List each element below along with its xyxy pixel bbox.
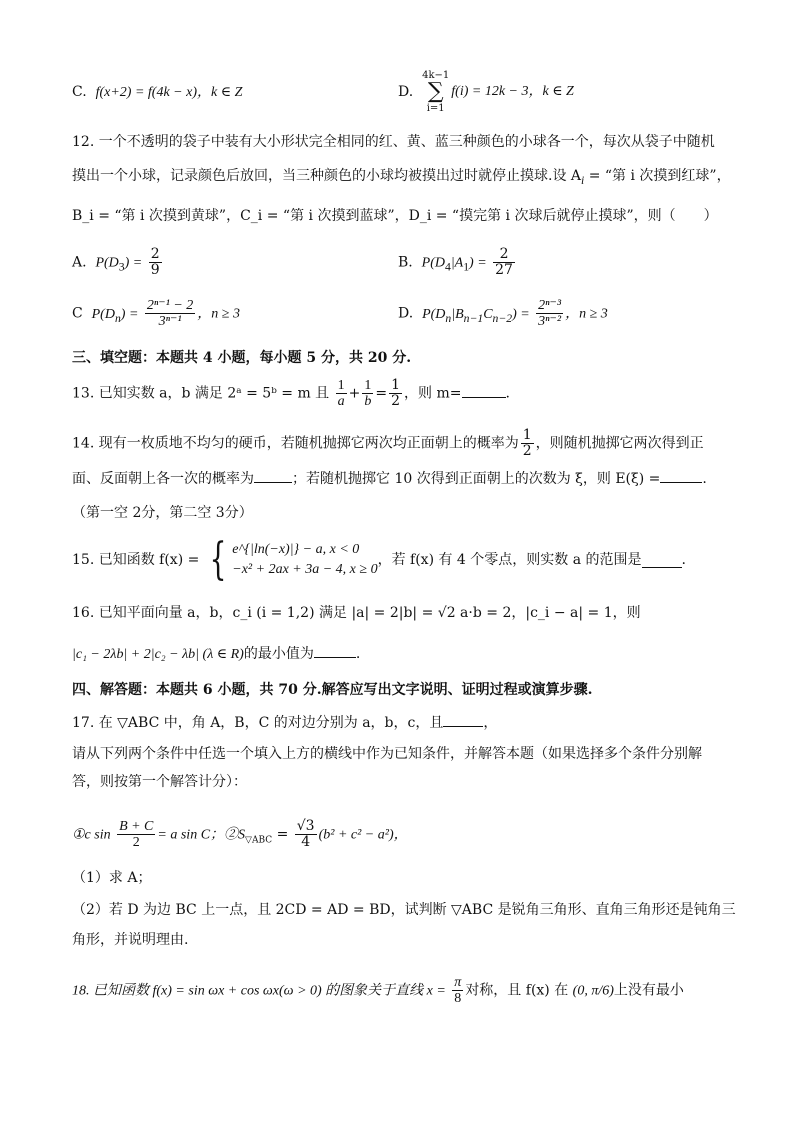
- q17-cond-2-den: 4: [301, 834, 311, 850]
- q12-b-mid: |A: [450, 255, 464, 271]
- q18-frac-den: 8: [454, 991, 462, 1006]
- q17-cond-1-post: = a sin C；②S: [157, 827, 246, 843]
- q16-answer-blank[interactable]: [314, 643, 356, 658]
- q12-line-2-text: 摸出一个小球，记录颜色后放回，当三种颜色的小球均被摸出过时就停止摸球.设 A: [72, 168, 582, 184]
- q15-piece-2: −x² + 2ax + 3a − 4, x ≥ 0: [232, 562, 378, 577]
- q13-frac-a: $\frac{1}{a}$: [337, 378, 345, 409]
- q11-option-d: [398, 70, 574, 114]
- q17-part-2-line-2: 角形，并说明理由.: [72, 932, 189, 948]
- q12-option-d: D. $P(D_n|B_{n-1}C_{n-2})$ = $\frac{\text{2ⁿ⁻³}}{\text{3ⁿ⁻²}}$ ，n ≥ 3: [398, 298, 608, 329]
- q13: 13. 已知实数 a，b 满足 2ᵃ = 5ᵇ = m 且 $\frac{1}{a}$ + $\frac{1}{b}$ = $\frac{1}{2}$ ，则 m= .: [72, 377, 510, 409]
- q14-line-1-pre: 14. 现有一枚质地不均匀的硬币，若随机抛掷它两次均正面朝上的概率为: [72, 435, 519, 452]
- q12-d-num: 2ⁿ⁻³: [538, 298, 562, 313]
- q13-answer-blank[interactable]: [462, 383, 506, 398]
- brace-icon: {: [209, 534, 227, 585]
- q12-c-num: 2ⁿ⁻¹ − 2: [146, 298, 194, 313]
- q13-frac-b: $\frac{1}{b}$: [364, 378, 372, 409]
- q12-a-den: 9: [150, 262, 160, 278]
- q12-b-label: B.: [398, 254, 413, 271]
- q11-d-expr: f(i) = 12k − 3，k ∈ Z: [451, 84, 574, 99]
- q12-b-fraction: [493, 247, 515, 278]
- q11-c-label: C.: [72, 84, 87, 100]
- sigma-icon: ∑: [427, 79, 444, 104]
- q13-frac-half: $\frac{1}{2}$: [391, 377, 401, 409]
- q14-blank-1[interactable]: [254, 468, 292, 483]
- q11-sum-symbol: [422, 70, 449, 114]
- q14-line-2-mid: ；若随机抛掷它 10 次得到正面朝上的次数为 ξ，则 E(ξ) =: [292, 471, 661, 487]
- q14-line-3: （第一空 2分，第二空 3分）: [72, 505, 253, 521]
- q14-line-2: 面、反面朝上各一次的概率为 ；若随机抛掷它 10 次得到正面朝上的次数为 ξ，则 E(ξ) = .: [72, 468, 707, 489]
- q17-cond-2-eq: =: [272, 826, 289, 843]
- q18-mid: 对称，且 f(x) 在: [465, 982, 569, 999]
- q12-a-num: 2: [150, 246, 160, 262]
- q18-frac-num: π: [454, 975, 462, 990]
- q16-line-1: 16. 已知平面向量 a，b，c_i (i = 1,2) 满足 |a| = 2|b| = √2 a·b = 2，|c_i − a| = 1，则: [72, 605, 641, 621]
- q17-conditions: [72, 819, 408, 850]
- q15-pre: 15. 已知函数 f(x) =: [72, 552, 200, 568]
- q12-a-sub: 3: [118, 260, 125, 274]
- q14-fraction: $\frac{1}{2}$: [522, 427, 532, 459]
- q18-post: 上没有最小: [613, 982, 684, 999]
- q12-d-den: 3ⁿ⁻²: [538, 314, 562, 329]
- q13-post: ，则 m=: [404, 385, 462, 402]
- q15-piece-1: e^{|ln(−x)|} − a, x < 0: [232, 542, 360, 557]
- q17-cond-2-post: (b² + c² − a²)，: [318, 827, 408, 843]
- q12-c-label: C: [72, 305, 83, 322]
- q17-line-1: 17. 在 ▽ABC 中，角 A，B，C 的对边分别为 a，b，c，且 ，: [72, 712, 497, 733]
- q17-cond-1-fraction: [117, 819, 155, 850]
- section-4-heading: 四、解答题：本题共 6 小题，共 70 分.解答应写出文字说明、证明过程或演算步骤.: [72, 682, 593, 698]
- q17-cond-1-den: 2: [132, 835, 140, 850]
- q15-post: ，若 f(x) 有 4 个零点，则实数 a 的范围是: [377, 552, 642, 568]
- q14-line-1: [72, 428, 704, 459]
- q18-interval: (0, π/6): [572, 983, 614, 999]
- q17-cond-2-sub: ▽ABC: [245, 835, 273, 846]
- q17-cond-2-fraction: [295, 819, 317, 850]
- q16-expr: |c₁ − 2λb| + 2|c₂ − λb| (λ ∈ R): [72, 647, 244, 662]
- q14-blank-2[interactable]: [660, 468, 702, 483]
- q18-fraction: [452, 975, 463, 1006]
- q12-b-num: 2: [493, 247, 515, 263]
- q12-line-2-sub: i: [581, 173, 585, 187]
- q12-line-3: B_i = “第 i 次摸到黄球”，C_i = “第 i 次摸到蓝球”，D_i = “摸完第 i 次球后就停止摸球”，则（ ）: [72, 208, 718, 224]
- q11-d-label: D.: [398, 84, 414, 100]
- q17-line-3: 答，则按第一个解答计分）：: [72, 774, 247, 790]
- q12-line-1: 12. 一个不透明的袋子中装有大小形状完全相同的红、黄、蓝三种颜色的小球各一个，每次从袋子中随机: [72, 134, 715, 150]
- q12-line-2: [72, 166, 731, 191]
- q11-c-expr: f(x+2) = f(4k − x)，k ∈ Z: [95, 85, 243, 100]
- q18-pre: 18. 已知函数 f(x) = sin ωx + cos ωx(ω > 0) 的图象关于直线 x =: [72, 983, 446, 999]
- q17-cond-2-num: √3: [296, 818, 315, 834]
- q15-piecewise: [232, 540, 377, 580]
- q12-d-fraction: [536, 298, 563, 329]
- q15-answer-blank[interactable]: [642, 553, 682, 568]
- q12-c-tail: ，n ≥ 3: [197, 306, 240, 322]
- q16-line-2: |c₁ − 2λb| + 2|c₂ − λb| (λ ∈ R)的最小值为 .: [72, 643, 360, 665]
- q17-cond-1-num: B + C: [119, 819, 154, 834]
- q11-option-c: [72, 82, 242, 103]
- q12-a-lhs: P(D: [95, 255, 119, 271]
- q12-option-b: B. $P(D_4|A_1)$ = $\frac{2}{27}$: [398, 246, 513, 278]
- q12-c-den: 3ⁿ⁻¹: [158, 314, 182, 329]
- q17-line-1-pre: 17. 在 ▽ABC 中，角 A，B，C 的对边分别为 a，b，c，且: [72, 715, 444, 731]
- section-3-heading: 三、填空题：本题共 4 小题，每小题 5 分，共 20 分.: [72, 350, 412, 366]
- q18: [72, 975, 684, 1006]
- q17-line-2: 请从下列两个条件中任选一个填入上方的横线中作为已知条件，并解答本题（如果选择多个条件分别解: [72, 746, 702, 762]
- q12-b-lhs: P(D: [421, 255, 445, 271]
- q12-d-tail: ，n ≥ 3: [565, 306, 608, 322]
- q14-line-2-pre: 面、反面朝上各一次的概率为: [72, 471, 254, 487]
- q12-line-2-tail: = “第 i 次摸到红球”，: [584, 168, 731, 184]
- q12-b-sub2: 1: [463, 260, 470, 274]
- q17-cond-1-pre: ①c sin: [72, 827, 111, 843]
- q12-c-fraction: [145, 298, 195, 329]
- q12-a-fraction: [149, 247, 162, 278]
- q17-part-1: （1）求 A；: [72, 870, 152, 886]
- q12-option-a: A. $P(D_3)$ = $\frac{2}{9}$: [72, 246, 160, 278]
- q11-sum-top: 4k−1: [422, 70, 450, 81]
- q13-pre: 13. 已知实数 a，b 满足 2ᵃ = 5ᵇ = m 且: [72, 385, 330, 402]
- q12-option-c: C $P(D_n)$ = $\frac{\text{2ⁿ⁻¹ − 2}}{\text{3ⁿ⁻¹}}$ ，n ≥ 3: [72, 298, 240, 329]
- q16-line-2-post: 的最小值为: [243, 646, 314, 662]
- q12-d-label: D.: [398, 305, 414, 322]
- q12-a-label: A.: [72, 254, 87, 271]
- q12-b-den: 27: [495, 262, 513, 278]
- q12-b-sub1: 4: [444, 260, 451, 274]
- q11-sum-bottom: i=1: [426, 103, 445, 114]
- q14-line-1-post: ，则随机抛掷它两次得到正: [535, 435, 704, 452]
- q17-condition-blank[interactable]: [443, 712, 483, 727]
- q15: 15. 已知函数 f(x) = { e^{|ln(−x)|} − a, x < 0 −x² + 2ax + 3a − 4, x ≥ 0 ，若 f(x) 有 4 个零点，则实数 a 的范围是 .: [72, 534, 686, 585]
- q17-part-2-line-1: （2）若 D 为边 BC 上一点，且 2CD = AD = BD，试判断 ▽ABC 是锐角三角形、直角三角形还是钝角三: [72, 902, 736, 918]
